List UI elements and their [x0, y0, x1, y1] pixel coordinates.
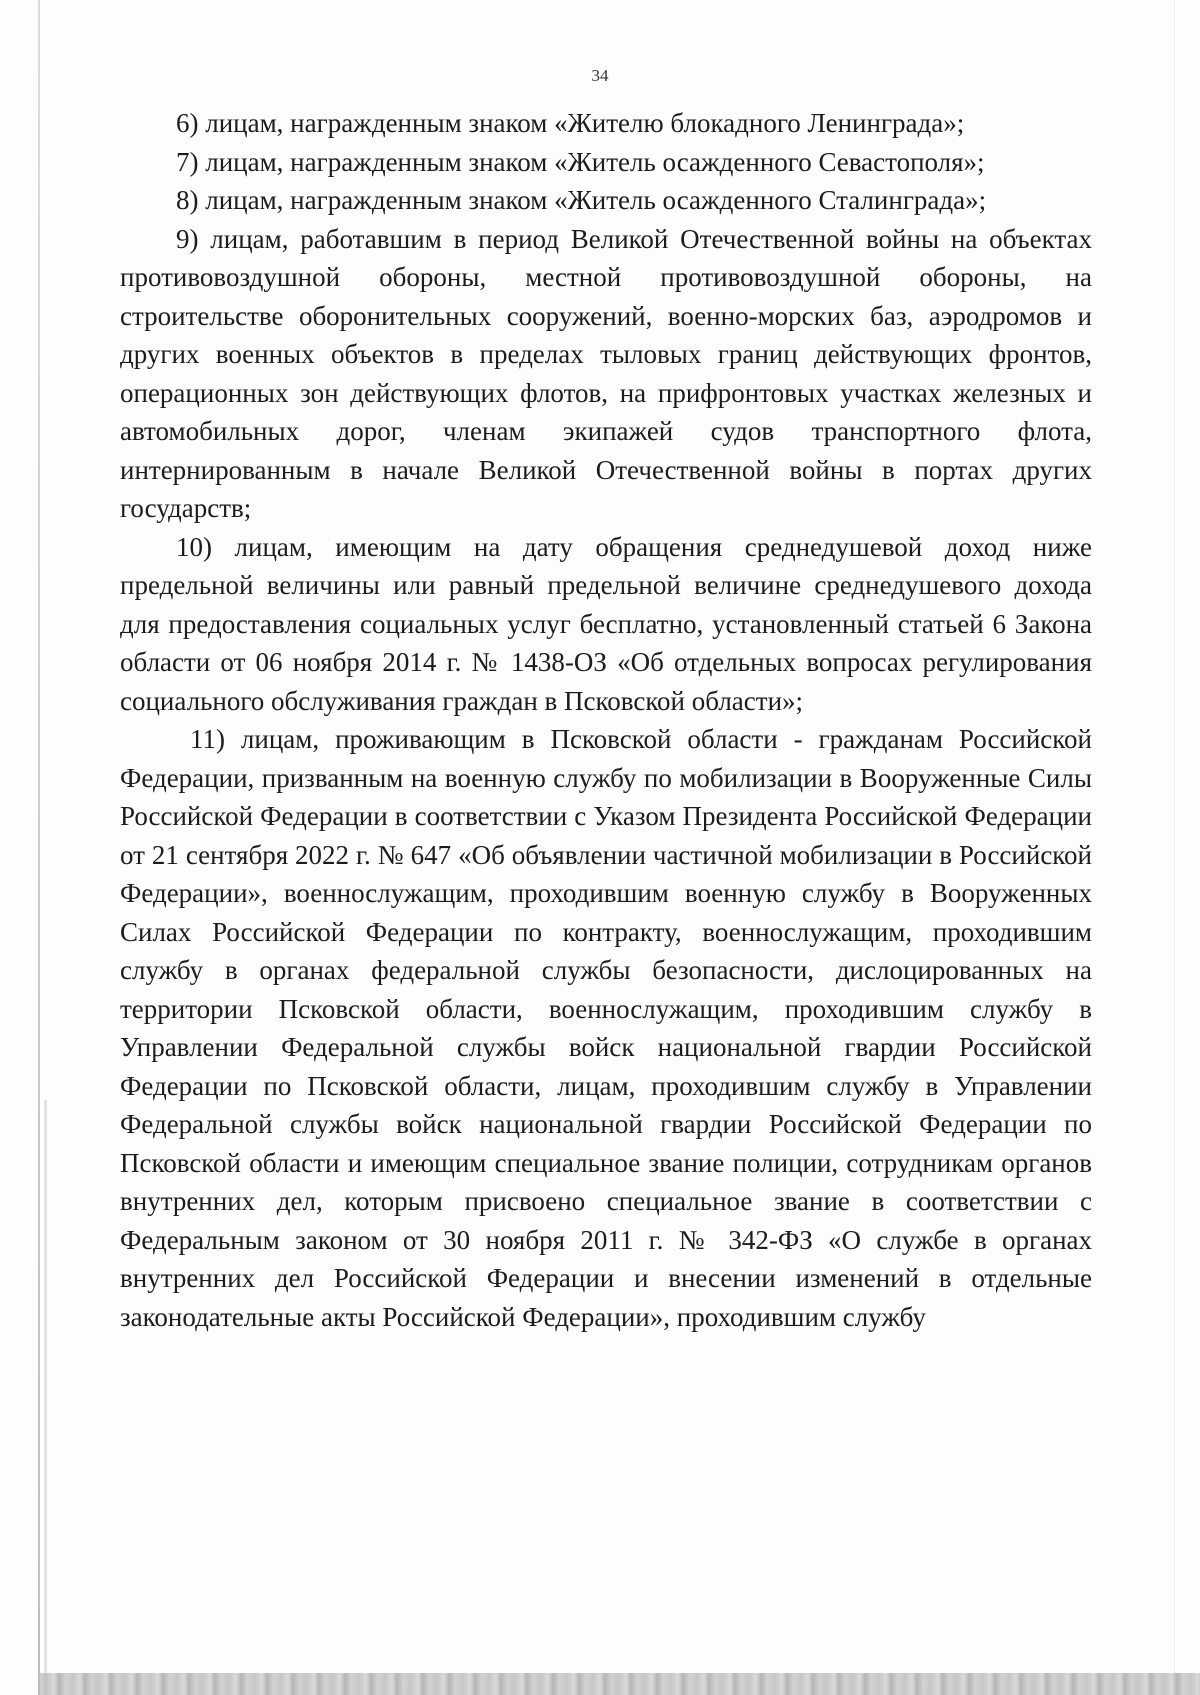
list-item-6: 6) лицам, награжденным знаком «Жителю блокадного Ленинграда»;	[176, 108, 965, 138]
list-item-9: 9) лицам, работавшим в период Великой Отечественной войны на объектах противовоздушной обороны, местной противовоздушной обороны, на строительстве оборонительных сооружений, военно-морских баз, аэродромов и других военных объектов в пределах тыловых границ действующих фронтов, операционных зон действующих флотов, на прифронтовых участках железных и автомобильных дорог, членам экипажей судов транспортного флота, интернированным в начале Великой Отечественной войны в портах других государств;	[120, 223, 1092, 523]
document-body	[120, 104, 1092, 1336]
page-number: 34	[591, 66, 609, 85]
list-item-8: 8) лицам, награжденным знаком «Житель осажденного Сталинграда»;	[176, 185, 987, 215]
scan-right-edge	[1174, 0, 1175, 1695]
list-item-7: 7) лицам, награжденным знаком «Житель осажденного Севастополя»;	[176, 146, 985, 177]
scan-bottom-edge	[40, 1673, 1200, 1695]
list-item-10: 10) лицам, имеющим на дату обращения среднедушевой доход ниже предельной величины или равный предельной величине среднедушевого дохода для предоставления социальных услуг бесплатно, установленный статьей 6 Закона области от 06 ноября 2014 г. № 1438-ОЗ «Об отдельных вопросах регулирования социального обслуживания граждан в Псковской области»;	[120, 531, 1092, 716]
scan-left-edge	[38, 0, 40, 1695]
scan-left-shadow	[44, 1100, 47, 1695]
list-item-11: 11) лицам, проживающим в Псковской области - гражданам Российской Федерации, призванным на военную службу по мобилизации в Вооруженные Силы Российской Федерации в соответствии с Указом Президента Российской Федерации от 21 сентября 2022 г. № 647 «Об объявлении частичной мобилизации в Российской Федерации», военнослужащим, проходившим военную службу в Вооруженных Силах Российской Федерации по контракту, военнослужащим, проходившим службу в органах федеральной службы безопасности, дислоцированных на территории Псковской области, военнослужащим, проходившим службу в Управлении Федеральной службы войск национальной гвардии Российской Федерации по Псковской области, лицам, проходившим службу в Управлении Федеральной службы войск национальной гвардии Российской Федерации по Псковской области и имеющим специальное звание полиции, сотрудникам органов внутренних дел, которым присвоено специальное звание в соответствии с Федеральным законом от 30 ноября 2011 г. № 342-ФЗ «О службе в органах внутренних дел Российской Федерации и внесении изменений в отдельные законодательные акты Российской Федерации», проходившим службу	[120, 724, 1092, 1332]
